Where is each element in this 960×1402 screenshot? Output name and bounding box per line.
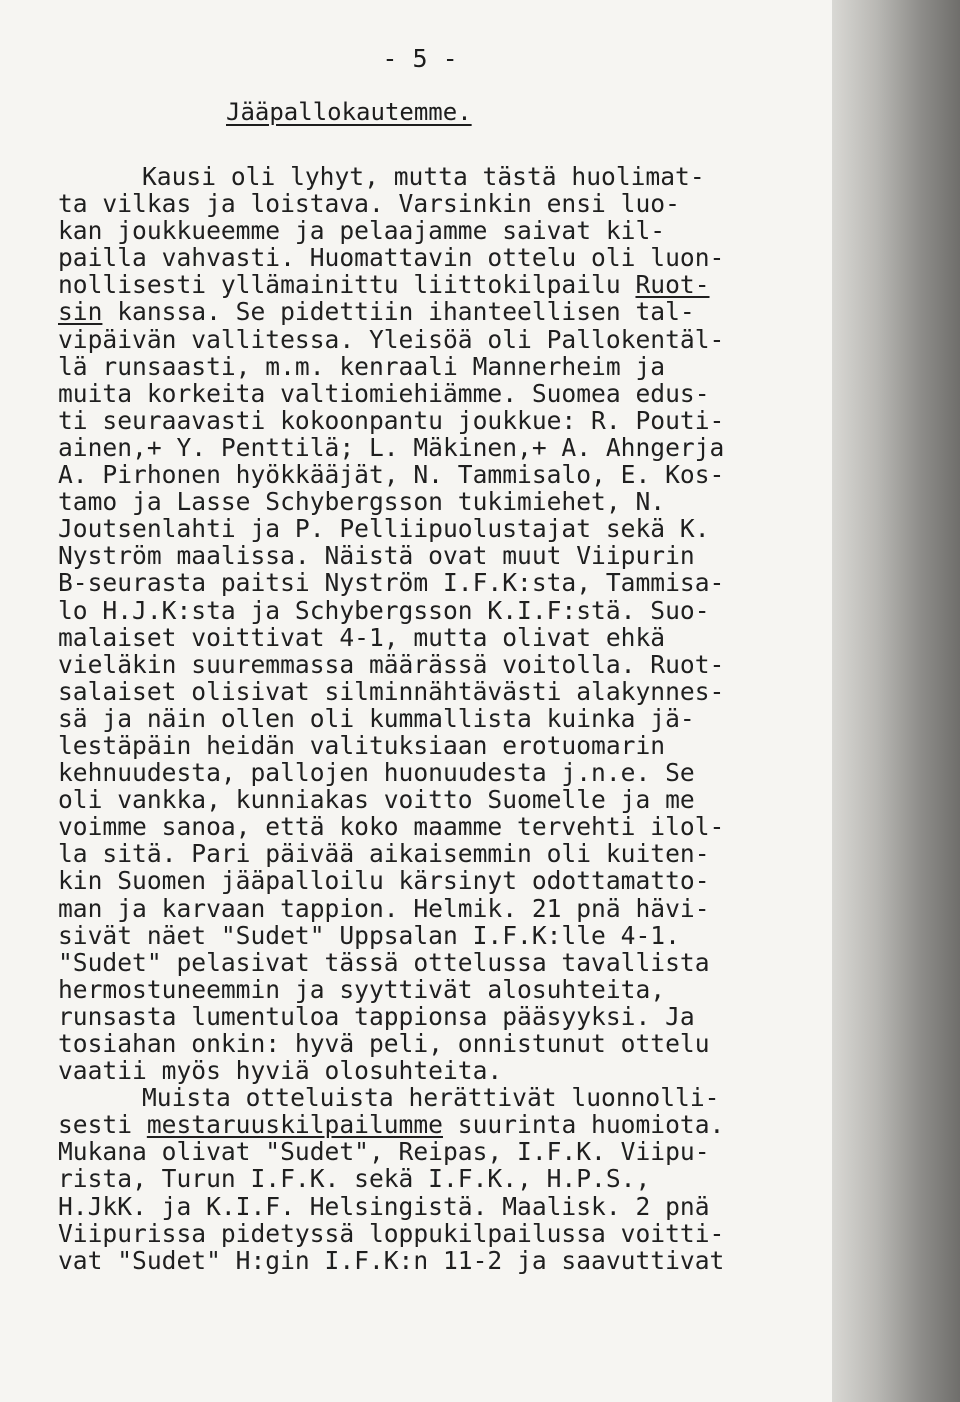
line-text: runsasta lumentuloa tappionsa pääsyyksi. Ja	[58, 1001, 695, 1031]
line-text: sivät näet "Sudet" Uppsalan I.F.K:lle 4-1.	[58, 920, 680, 950]
text-line	[58, 407, 828, 434]
line-text: "Sudet" pelasivat tässä ottelussa tavallista	[58, 947, 710, 977]
line-text: kanssa. Se pidettiin ihanteellisen tal-	[102, 297, 695, 327]
line-text: salaiset olisivat silminnähtävästi alakynnes-	[58, 676, 725, 706]
text-line	[58, 895, 828, 922]
line-text: H.JkK. ja K.I.F. Helsingistä. Maalisk. 2 pnä	[58, 1191, 710, 1221]
text-line	[58, 759, 828, 786]
line-text: la sitä. Pari päivää aikaisemmin oli kuiten-	[58, 839, 710, 869]
line-text: kehnuudesta, pallojen huonuudesta j.n.e. Se	[58, 758, 695, 788]
line-text: Viipurissa pidetyssä loppukilpailussa voitti-	[58, 1218, 725, 1248]
text-line	[58, 1165, 828, 1192]
text-line	[58, 1247, 828, 1274]
line-text: malaiset voittivat 4-1, mutta olivat ehkä	[58, 622, 666, 652]
text-line	[58, 1057, 828, 1084]
text-line	[58, 380, 828, 407]
line-text: sesti	[58, 1110, 147, 1140]
line-text: vieläkin suuremmassa määrässä voitolla. Ruot-	[58, 649, 725, 679]
line-text: ti seuraavasti kokoonpantu joukkue: R. Pouti-	[58, 405, 725, 435]
line-text: Nyström maalissa. Näistä ovat muut Viipurin	[58, 541, 695, 571]
line-text: ta vilkas ja loistava. Varsinkin ensi luo-	[58, 189, 680, 219]
text-line	[58, 488, 828, 515]
line-text: Muista otteluista herättivät luonnolli-	[142, 1083, 720, 1113]
text-line	[58, 1003, 828, 1030]
text-line	[58, 732, 828, 759]
underlined-text: sin	[58, 297, 103, 327]
underlined-text: Ruot-	[635, 270, 710, 300]
text-line	[58, 1084, 828, 1111]
text-line	[58, 326, 828, 353]
text-line	[58, 651, 828, 678]
text-line	[58, 624, 828, 651]
line-text: Mukana olivat "Sudet", Reipas, I.F.K. Viipu-	[58, 1137, 710, 1167]
body-text	[58, 163, 828, 1274]
line-text: suurinta huomiota.	[442, 1110, 725, 1140]
text-line	[58, 705, 828, 732]
text-line	[58, 190, 828, 217]
text-line	[58, 461, 828, 488]
line-text: lä runsaasti, m.m. kenraali Mannerheim ja	[58, 351, 666, 381]
book-binding	[832, 0, 960, 1402]
text-line	[58, 976, 828, 1003]
underlined-text: mestaruuskilpailumme	[146, 1110, 443, 1140]
line-text: vat "Sudet" H:gin I.F.K:n 11-2 ja saavuttivat	[58, 1245, 725, 1275]
line-text: tamo ja Lasse Schybergsson tukimiehet, N.	[58, 487, 666, 517]
text-line	[58, 298, 828, 325]
line-text: man ja karvaan tappion. Helmik. 21 pnä hävi-	[58, 893, 710, 923]
text-line	[58, 597, 828, 624]
text-line	[58, 949, 828, 976]
line-text: lo H.J.K:sta ja Schybergsson K.I.F:stä. Suo-	[58, 595, 710, 625]
line-text: B-seurasta paitsi Nyström I.F.K:sta, Tammisa-	[58, 568, 725, 598]
section-heading: Jääpallokautemme.	[226, 98, 472, 126]
line-text: rista, Turun I.F.K. sekä I.F.K., H.P.S.,	[58, 1164, 651, 1194]
line-text: oli vankka, kunniakas voitto Suomelle ja me	[58, 785, 695, 815]
text-line	[58, 840, 828, 867]
line-text: nollisesti yllämainittu liittokilpailu	[58, 270, 636, 300]
line-text: voimme sanoa, että koko maamme tervehti ilol-	[58, 812, 725, 842]
text-line	[58, 244, 828, 271]
text-line	[58, 1193, 828, 1220]
text-line	[58, 922, 828, 949]
line-text: pailla vahvasti. Huomattavin ottelu oli luon-	[58, 243, 725, 273]
text-line	[58, 786, 828, 813]
line-text: kan joukkueemme ja pelaajamme saivat kil-	[58, 216, 666, 246]
line-text: sä ja näin ollen oli kummallista kuinka jä-	[58, 703, 695, 733]
text-line	[58, 1030, 828, 1057]
line-text: vaatii myös hyviä olosuhteita.	[58, 1056, 503, 1086]
text-line	[58, 353, 828, 380]
text-line	[58, 434, 828, 461]
text-line	[58, 1138, 828, 1165]
text-line	[58, 271, 828, 298]
text-line	[58, 867, 828, 894]
line-text: Kausi oli lyhyt, mutta tästä huolimat-	[142, 162, 705, 191]
text-line	[58, 515, 828, 542]
line-text: hermostuneemmin ja syyttivät alosuhteita,	[58, 974, 666, 1004]
text-line	[58, 542, 828, 569]
text-line	[58, 217, 828, 244]
line-text: kin Suomen jääpalloilu kärsinyt odottamatto-	[58, 866, 710, 896]
text-line	[58, 813, 828, 840]
text-line	[58, 569, 828, 596]
text-line	[58, 1220, 828, 1247]
line-text: vipäivän vallitessa. Yleisöä oli Pallokentäl-	[58, 324, 725, 354]
line-text: muita korkeita valtiomiehiämme. Suomea edus-	[58, 378, 710, 408]
line-text: tosiahan onkin: hyvä peli, onnistunut ottelu	[58, 1029, 710, 1058]
line-text: ainen,+ Y. Penttilä; L. Mäkinen,+ A. Ahngerja	[58, 432, 725, 462]
line-text: A. Pirhonen hyökkääjät, N. Tammisalo, E. Kos-	[58, 460, 725, 490]
text-line	[58, 678, 828, 705]
line-text: Joutsenlahti ja P. Pelliipuolustajat sekä K.	[58, 514, 710, 544]
line-text: lestäpäin heidän valituksiaan erotuomarin	[58, 730, 666, 760]
page-number: - 5 -	[382, 44, 458, 73]
text-line	[58, 1111, 828, 1138]
text-line	[58, 163, 828, 190]
